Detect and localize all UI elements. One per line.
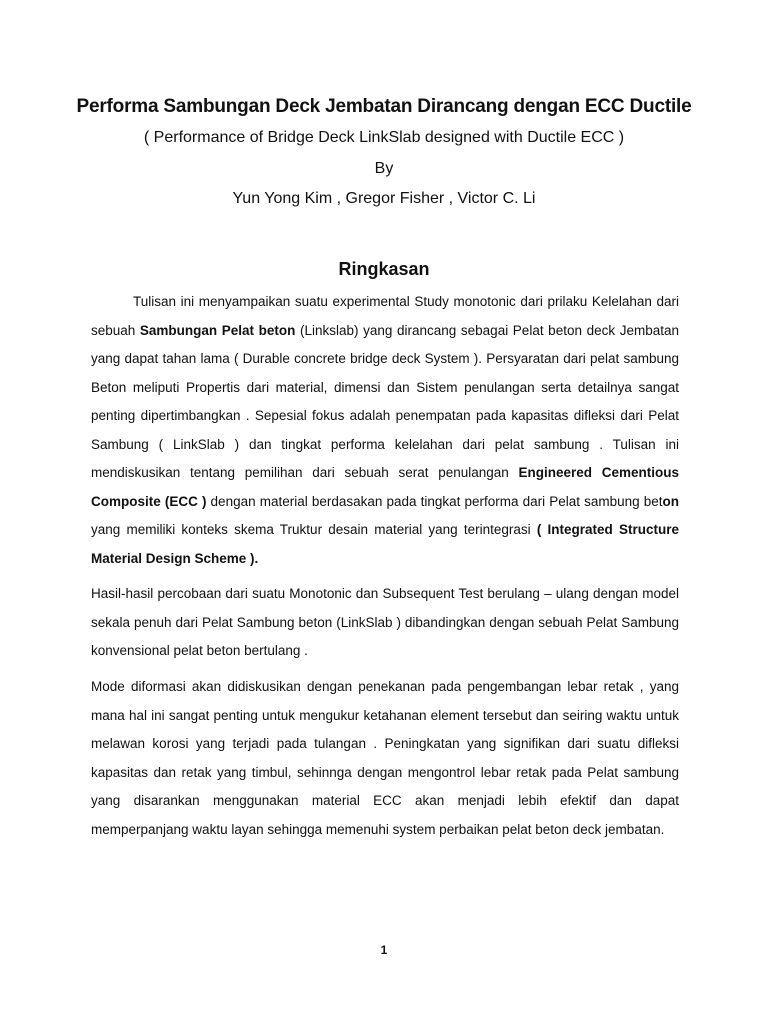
document-title: Performa Sambungan Deck Jembatan Dirancang dengan ECC Ductile bbox=[76, 96, 692, 117]
paragraph-text: yang memiliki konteks skema Truktur desain material yang terintegrasi bbox=[91, 522, 537, 537]
abstract-paragraph-2: Hasil-hasil percobaan dari suatu Monotonic dan Subsequent Test berulang – ulang dengan model sekala penuh dari Pelat Sambung beton (LinkSlab ) dibandingkan dengan sebuah Pelat Sambung konvensional pelat beton bertulang . bbox=[91, 586, 679, 658]
page-number: 1 bbox=[380, 943, 388, 957]
bold-fragment: on bbox=[662, 493, 679, 509]
paragraph-text: (Linkslab) yang dirancang sebagai Pelat beton deck Jembatan yang dapat tahan lama ( Durable concrete bridge deck System ). Persyaratan dari pelat sambung Beton meliputi Propertis dari material, dimensi dan Sistem penulangan serta detailnya sangat penting dipertimbangkan . Sepesial fokus adalah penempatan pada kapasitas difleksi dari Pelat Sambung ( LinkSlab ) dan tingkat performa kelelahan dari pelat sambung . Tulisan ini mendiskusikan tentang pemilihan dari sebuah serat penulangan bbox=[91, 322, 679, 480]
document-subtitle: ( Performance of Bridge Deck LinkSlab designed with Ductile ECC ) bbox=[143, 129, 625, 146]
bold-term: ( Integrated Structure Material Design Scheme ). bbox=[91, 522, 679, 566]
bold-term: Sambungan Pelat beton bbox=[139, 322, 296, 338]
by-label: By bbox=[374, 160, 394, 177]
paragraph-text: dengan material berdasakan pada tingkat performa dari Pelat sambung bet bbox=[206, 493, 663, 509]
abstract-paragraph-1 bbox=[91, 288, 679, 573]
bold-term: Engineered Cementious Composite (ECC ) bbox=[91, 465, 679, 509]
paragraph-text: Tulisan ini menyampaikan suatu experimental Study monotonic dari prilaku Kelelahan dari sebuah bbox=[91, 294, 679, 338]
abstract-paragraph-3: Mode diformasi akan didiskusikan dengan penekanan pada pengembangan lebar retak , yang mana hal ini sangat penting untuk mengukur ketahanan element tersebut dan seiring waktu untuk melawan korosi yang terjadi pada tulangan . Peningkatan yang signifikan dari suatu difleksi kapasitas dan retak yang timbul, sehinnga dengan mengontrol lebar retak pada Pelat sambung yang disarankan menggunakan material ECC akan menjadi lebih efektif dan dapat memperpanjang waktu layan sehingga memenuhi system perbaikan pelat beton deck jembatan. bbox=[91, 679, 679, 837]
section-heading: Ringkasan bbox=[338, 259, 430, 279]
author-list: Yun Yong Kim , Gregor Fisher , Victor C. Li bbox=[232, 190, 536, 207]
